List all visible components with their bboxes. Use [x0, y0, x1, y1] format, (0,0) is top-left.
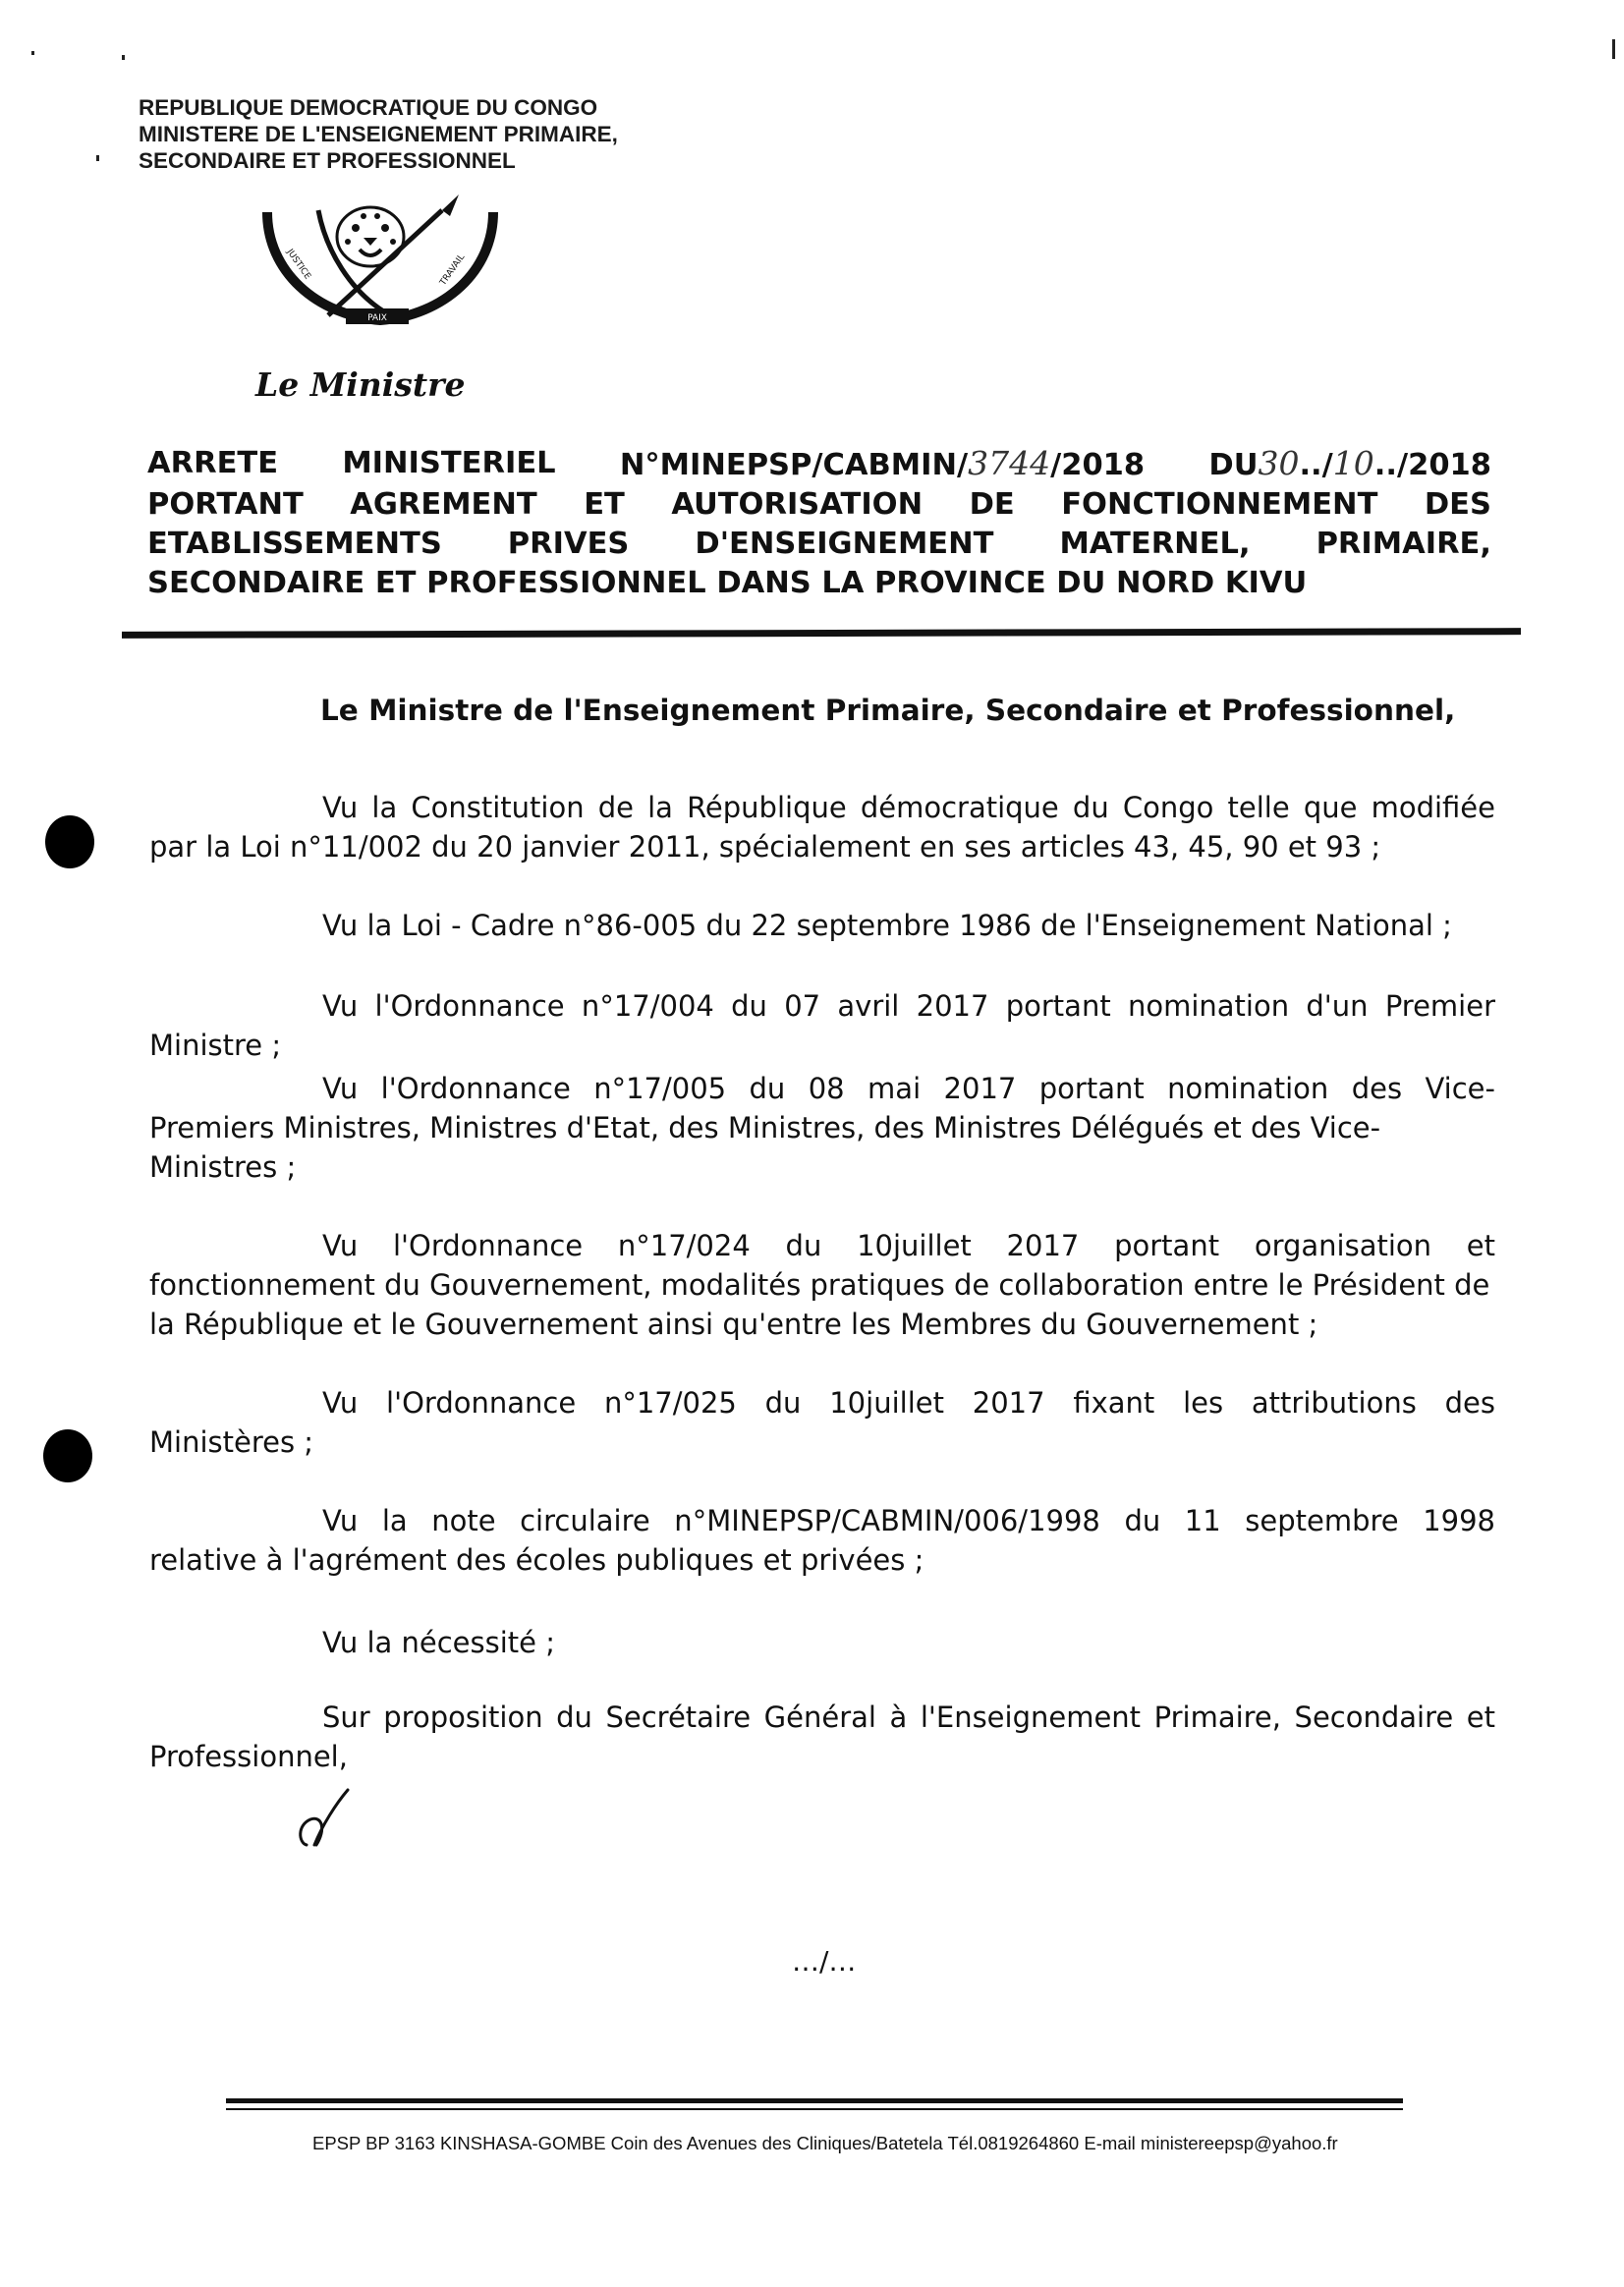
decree-word: MINISTERIEL	[342, 446, 556, 480]
recital-first-line: Vu l'Ordonnance n°17/025 du 10juillet 2017 fixant les attributions des	[322, 1386, 1495, 1420]
footer-rule	[226, 2098, 1403, 2103]
decree-du: DU	[1208, 448, 1259, 482]
minister-title: Le Ministre	[255, 365, 466, 404]
decree-word: DE	[969, 487, 1015, 522]
recital-first-line: Vu la Loi - Cadre n°86-005 du 22 septembre 1986 de l'Enseignement National ;	[322, 909, 1452, 942]
decree-word: AUTORISATION	[671, 487, 924, 522]
decree-word: PRIVES	[507, 527, 630, 561]
decree-word: FONCTIONNEMENT	[1061, 487, 1378, 522]
decree-ref-suffix: /2018	[1050, 448, 1146, 482]
recital-continuation: Ministères ;	[149, 1425, 314, 1459]
footer-address: EPSP BP 3163 KINSHASA-GOMBE Coin des Avenues des Cliniques/Batetela Tél.0819264860 E-mail ministereepsp@yahoo.fr	[312, 2133, 1338, 2153]
recital-continuation: Premiers Ministres, Ministres d'Etat, des Ministres, des Ministres Délégués et des Vice-Ministres ;	[149, 1111, 1381, 1184]
handwritten-month: 10	[1332, 444, 1374, 482]
recital-continuation: fonctionnement du Gouvernement, modalités pratiques de collaboration entre le Président de la République et le Gouvernement ainsi qu'entre les Membres du Gouvernement ;	[149, 1268, 1490, 1341]
letterhead-country: REPUBLIQUE DEMOCRATIQUE DU CONGO	[139, 95, 598, 120]
continued-marker: …/…	[792, 1945, 857, 1978]
handwritten-decree-number: 3744	[968, 444, 1051, 482]
decree-date: DU30../10../2018	[1208, 444, 1491, 482]
decree-title-line-2	[147, 485, 1491, 525]
recital-paragraph	[149, 1501, 1495, 1580]
decree-year: /2018	[1396, 448, 1491, 482]
handwritten-day: 30	[1258, 444, 1300, 482]
recital-continuation: Professionnel,	[149, 1740, 348, 1773]
letterhead	[139, 94, 618, 174]
decree-word: D'ENSEIGNEMENT	[695, 527, 994, 561]
handwritten-initial	[293, 1786, 362, 1855]
decree-word: DES	[1424, 487, 1491, 522]
recital-first-line: Vu l'Ordonnance n°17/005 du 08 mai 2017 portant nomination des Vice-	[322, 1072, 1495, 1105]
letterhead-ministry: MINISTERE DE L'ENSEIGNEMENT PRIMAIRE,	[139, 122, 618, 146]
motto-left: JUSTICE	[284, 247, 312, 282]
recital-paragraph	[149, 788, 1495, 866]
decree-word: PORTANT	[147, 487, 304, 522]
decree-word: ETABLISSEMENTS	[147, 527, 442, 561]
scan-speck	[31, 51, 34, 55]
decree-title-line-4: SECONDAIRE ET PROFESSIONNEL DANS LA PROVINCE DU NORD KIVU	[147, 566, 1308, 600]
preamble-heading: Le Ministre de l'Enseignement Primaire, Secondaire et Professionnel,	[320, 694, 1456, 727]
recital-paragraph	[149, 1226, 1495, 1344]
recital-first-line: Vu la nécessité ;	[322, 1626, 555, 1659]
recital-continuation: Ministre ;	[149, 1029, 282, 1062]
recital-continuation: par la Loi n°11/002 du 20 janvier 2011, spécialement en ses articles 43, 45, 90 et 93 ;	[149, 830, 1381, 864]
title-divider	[122, 628, 1521, 639]
recital-first-line: Vu l'Ordonnance n°17/024 du 10juillet 2017 portant organisation et	[322, 1229, 1495, 1262]
punch-hole-mark	[45, 815, 94, 868]
scan-speck	[1612, 39, 1615, 59]
recital-paragraph	[149, 1623, 1495, 1662]
recital-paragraph	[149, 986, 1495, 1065]
decree-word: AGREMENT	[350, 487, 537, 522]
scan-speck	[96, 155, 99, 161]
motto-right: TRAVAIL	[438, 252, 468, 288]
motto-center: PAIX	[367, 313, 387, 323]
recital-continuation: relative à l'agrément des écoles publiques et privées ;	[149, 1543, 924, 1577]
recital-paragraph	[149, 906, 1495, 945]
decree-word: PRIMAIRE,	[1316, 527, 1491, 561]
coat-of-arms-emblem	[257, 193, 503, 335]
decree-word: ET	[584, 487, 625, 522]
scan-speck	[122, 55, 125, 60]
recital-paragraph	[149, 1069, 1495, 1187]
punch-hole-mark	[43, 1429, 92, 1482]
recital-first-line: Vu la Constitution de la République démocratique du Congo telle que modifiée	[322, 791, 1495, 824]
recital-first-line: Vu l'Ordonnance n°17/004 du 07 avril 2017 portant nomination d'un Premier	[322, 989, 1495, 1023]
recital-paragraph	[149, 1698, 1495, 1776]
decree-word: ARRETE	[147, 446, 279, 480]
decree-ref-prefix: N°MINEPSP/CABMIN/	[619, 448, 969, 482]
letterhead-ministry-cont: SECONDAIRE ET PROFESSIONNEL	[139, 148, 516, 173]
decree-title-line-1	[147, 444, 1491, 485]
decree-title-line-3	[147, 525, 1491, 564]
decree-reference	[620, 444, 1145, 485]
footer-rule-thin	[226, 2108, 1403, 2110]
recital-paragraph	[149, 1383, 1495, 1462]
recital-first-line: Vu la note circulaire n°MINEPSP/CABMIN/006/1998 du 11 septembre 1998	[322, 1504, 1495, 1537]
decree-title	[147, 444, 1491, 603]
decree-word: MATERNEL,	[1059, 527, 1251, 561]
recital-first-line: Sur proposition du Secrétaire Général à l'Enseignement Primaire, Secondaire et	[322, 1701, 1495, 1734]
